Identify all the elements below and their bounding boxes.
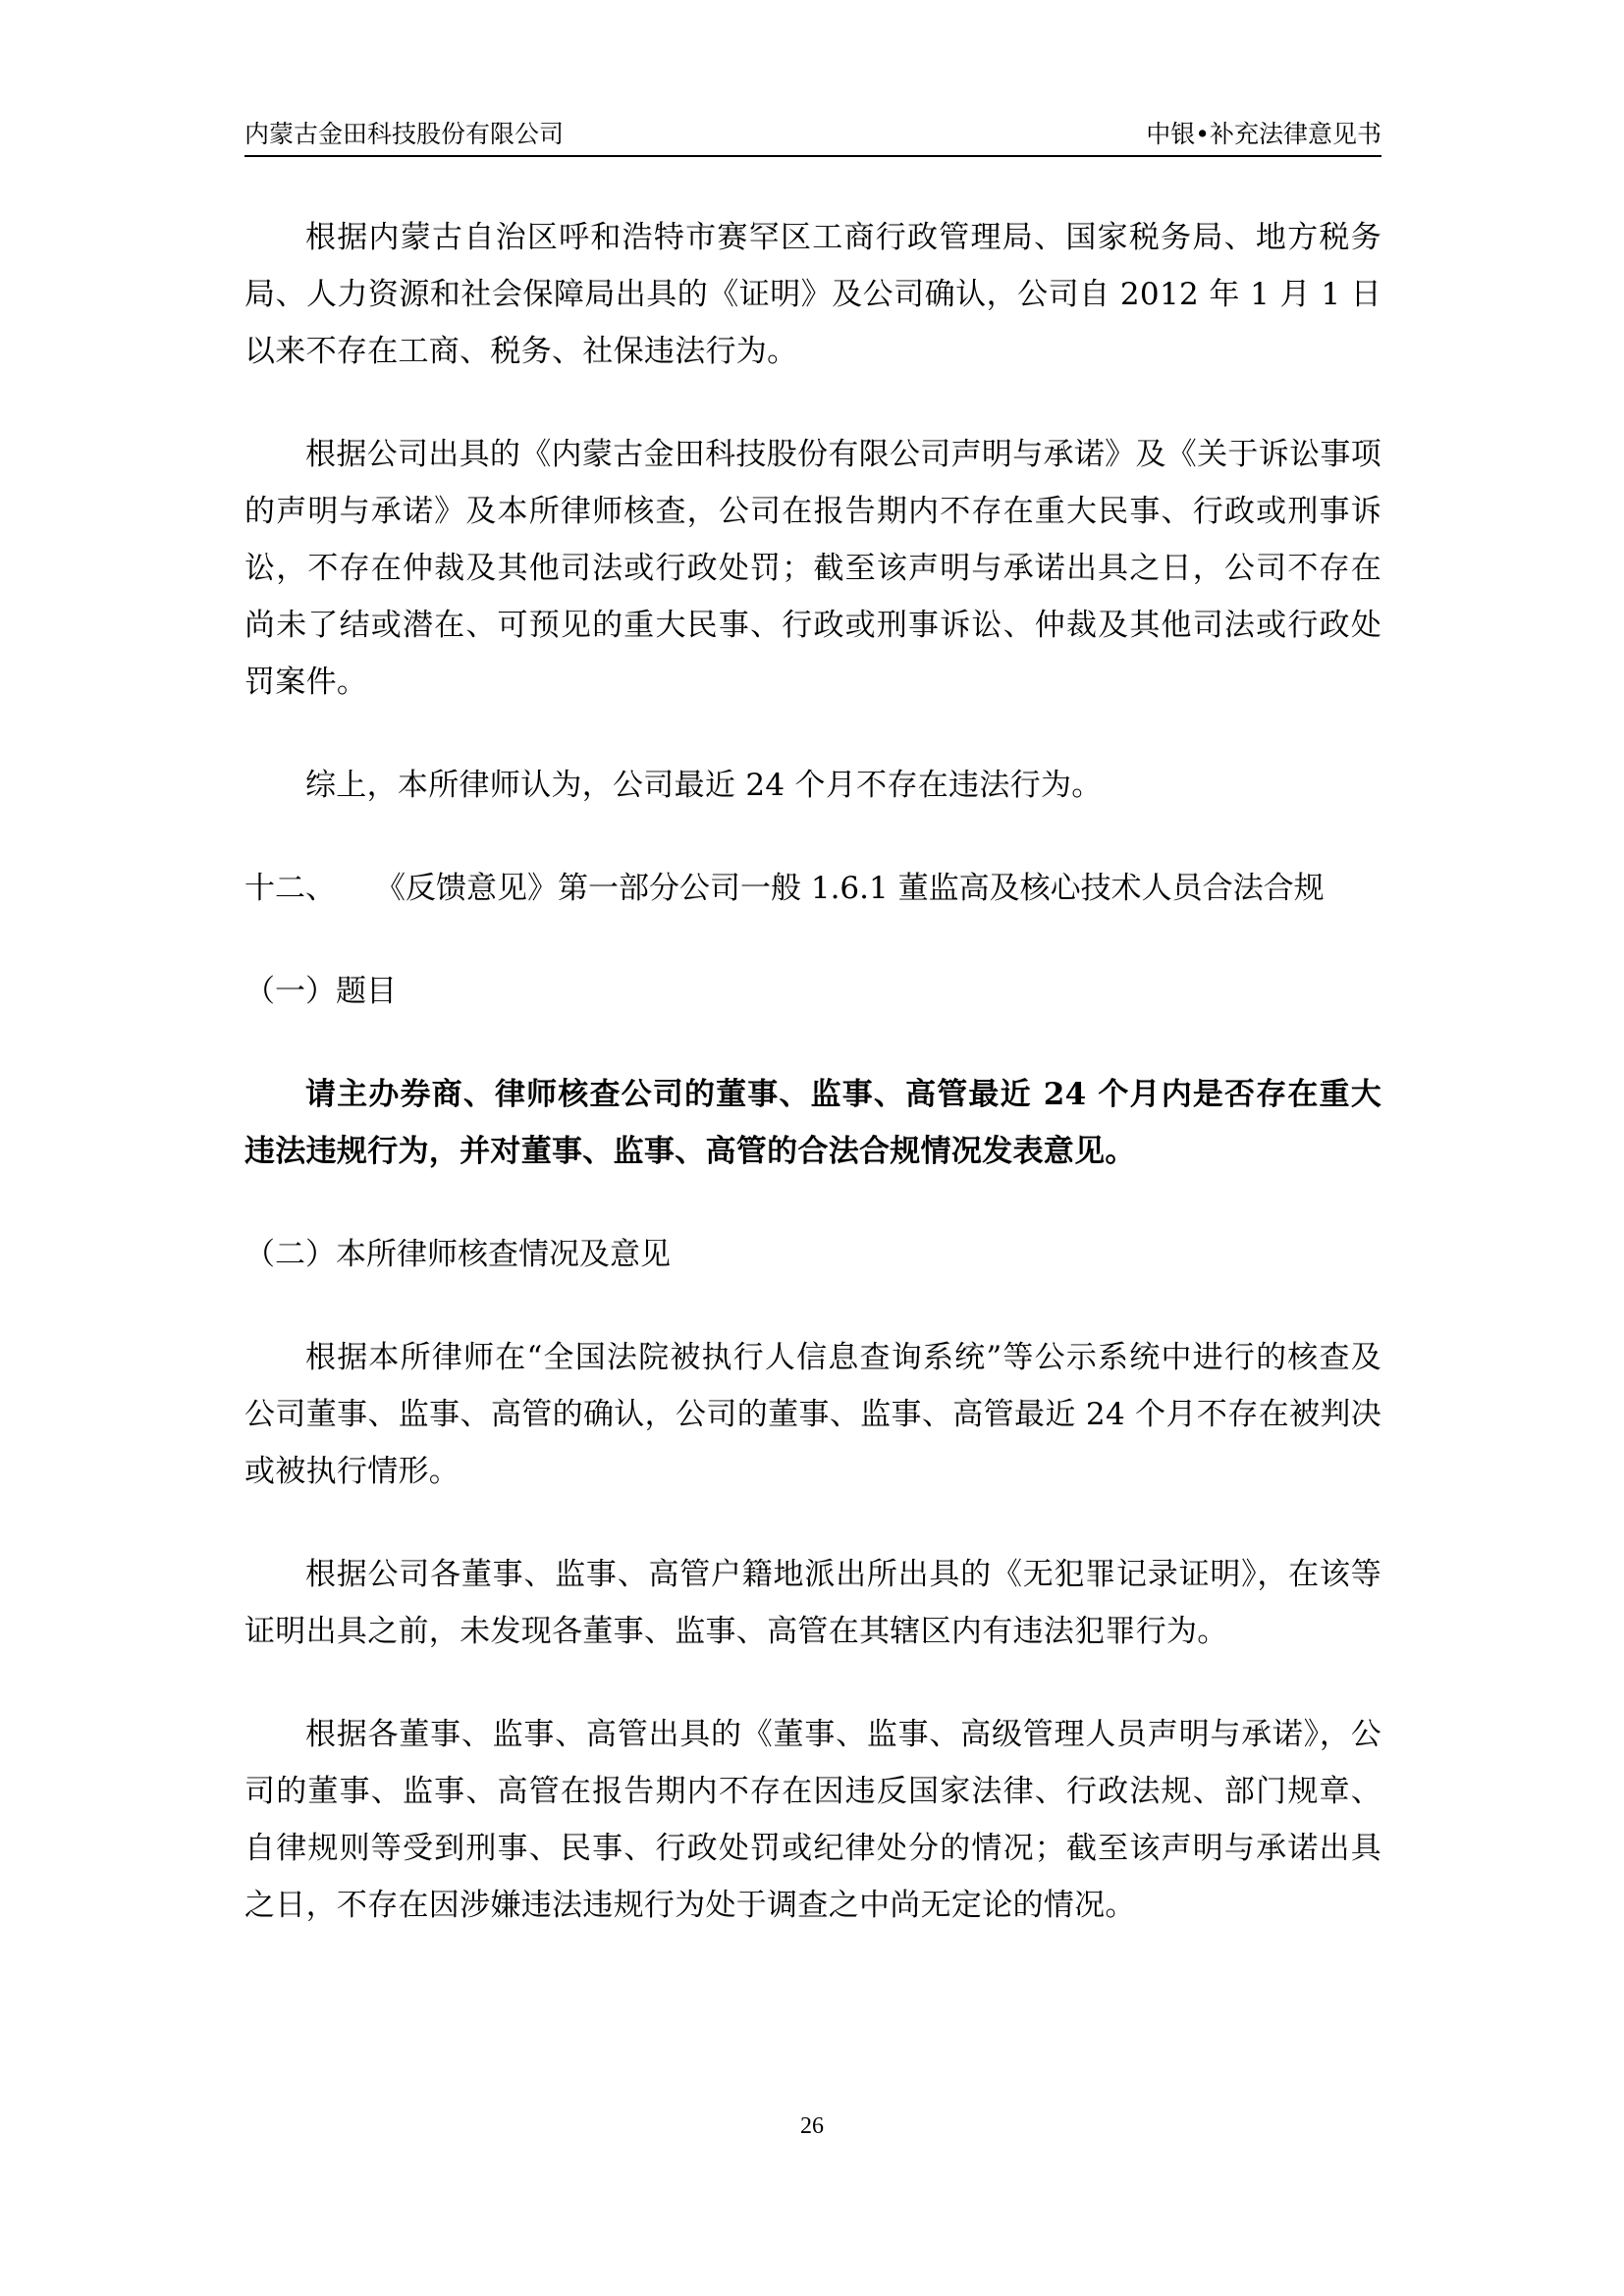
paragraph-director-statement: 根据各董事、监事、高管出具的《董事、监事、高级管理人员声明与承诺》，公司的董事、监事、高管在报告期内不存在因违反国家法律、行政法规、部门规章、自律规则等受到刑事、民事、行政处罚或纪律处分的情况；截至该声明与承诺出具之日，不存在因涉嫌违法违规行为处于调查之中尚无定论的情况。 — [244, 1717, 1381, 1923]
document-body — [244, 209, 1381, 1980]
paragraph-criminal-record: 根据公司各董事、监事、高管户籍地派出所出具的《无犯罪记录证明》，在该等证明出具之前，未发现各董事、监事、高管在其辖区内有违法犯罪行为。 — [244, 1557, 1381, 1649]
paragraph-conclusion: 综上，本所律师认为，公司最近 24 个月不存在违法行为。 — [305, 768, 1103, 803]
subheading-question: （一）题目 — [244, 974, 397, 1009]
header-company-name: 内蒙古金田科技股份有限公司 — [244, 120, 565, 148]
page-number: 26 — [800, 2113, 824, 2139]
section-heading — [244, 860, 1381, 917]
paragraph-compliance-certificates: 根据内蒙古自治区呼和浩特市赛罕区工商行政管理局、国家税务局、地方税务局、人力资源和社会保障局出具的《证明》及公司确认，公司自 2012 年 1 月 1 日以来不存在工商、税务、社保违法行为。 — [244, 220, 1381, 369]
section-number: 十二、 — [244, 871, 336, 906]
page-header — [244, 116, 1381, 157]
section-title: 《反馈意见》第一部分公司一般 1.6.1 董监高及核心技术人员合法合规 — [375, 871, 1325, 906]
paragraph-court-system-check: 根据本所律师在“全国法院被执行人信息查询系统”等公示系统中进行的核查及公司董事、监事、高管的确认，公司的董事、监事、高管最近 24 个月不存在被判决或被执行情形。 — [244, 1340, 1381, 1489]
header-document-title: 中银•补充法律意见书 — [1146, 120, 1381, 148]
paragraph-litigation-statement: 根据公司出具的《内蒙古金田科技股份有限公司声明与承诺》及《关于诉讼事项的声明与承诺》及本所律师核查，公司在报告期内不存在重大民事、行政或刑事诉讼，不存在仲裁及其他司法或行政处罚；截至该声明与承诺出具之日，公司不存在尚未了结或潜在、可预见的重大民事、行政或刑事诉讼、仲裁及其他司法或行政处罚案件。 — [244, 437, 1381, 700]
subheading-verification: （二）本所律师核查情况及意见 — [244, 1237, 671, 1272]
question-text: 请主办券商、律师核查公司的董事、监事、高管最近 24 个月内是否存在重大违法违规行为，并对董事、监事、高管的合法合规情况发表意见。 — [244, 1077, 1381, 1169]
